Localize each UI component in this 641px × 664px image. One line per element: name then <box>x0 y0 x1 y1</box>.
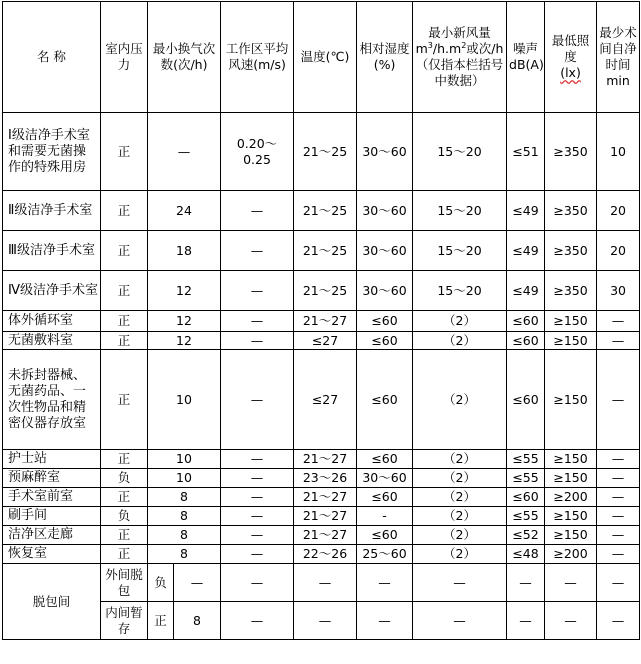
unpack-sub-noise: — <box>507 602 545 640</box>
illuminance-value: ≥150 <box>545 350 597 450</box>
col-header-name: 名 称 <box>3 2 101 113</box>
air-speed-value: — <box>221 191 294 231</box>
table-row <box>3 113 640 191</box>
room-name: 刷手间 <box>3 507 101 526</box>
fresh-air-label-b: /h.m <box>432 41 462 56</box>
room-name: 洁净区走廊 <box>3 526 101 545</box>
col-header-illuminance <box>545 2 597 113</box>
fresh-air-label-a: 最小新风量 m <box>415 25 491 56</box>
room-name: 预麻醉室 <box>3 469 101 488</box>
unpack-sub-fresh: — <box>413 602 507 640</box>
fresh-air-value: （2） <box>413 545 507 564</box>
col-header-temperature: 温度(℃) <box>294 2 357 113</box>
humidity-value: ≤60 <box>357 450 413 469</box>
unpack-sub-pressure: 正 <box>148 602 174 640</box>
air-changes-value: 24 <box>148 191 221 231</box>
noise-value: ≤49 <box>507 231 545 271</box>
air-changes-value: 8 <box>148 526 221 545</box>
self-clean-value: — <box>597 450 640 469</box>
unpack-sub-ach: 8 <box>174 602 221 640</box>
fresh-air-value: 15～20 <box>413 271 507 311</box>
room-name: 恢复室 <box>3 545 101 564</box>
unpack-sub-name: 外间脱包 <box>101 564 148 602</box>
illuminance-value: ≥150 <box>545 311 597 332</box>
pressure-value: 正 <box>101 231 148 271</box>
unpack-sub-ach: — <box>174 564 221 602</box>
temperature-value: ≤27 <box>294 350 357 450</box>
room-name: 手术室前室 <box>3 488 101 507</box>
table-row <box>3 191 640 231</box>
unpack-sub-clean: — <box>597 564 640 602</box>
room-name: 体外循环室 <box>3 311 101 332</box>
air-changes-value: 12 <box>148 332 221 350</box>
air-speed-value: — <box>221 311 294 332</box>
illuminance-value: ≥150 <box>545 332 597 350</box>
col-header-pressure: 室内压力 <box>101 2 148 113</box>
unpack-sub-pressure: 负 <box>148 564 174 602</box>
room-name: Ⅳ级洁净手术室 <box>3 271 101 311</box>
air-speed-value: — <box>221 545 294 564</box>
noise-value: ≤49 <box>507 271 545 311</box>
noise-value: ≤51 <box>507 113 545 191</box>
col-header-air-speed: 工作区平均风速(m/s) <box>221 2 294 113</box>
air-speed-value: — <box>221 488 294 507</box>
noise-unit: dB(A) <box>509 57 544 72</box>
air-changes-value: 10 <box>148 350 221 450</box>
unpack-sub-temp: — <box>294 564 357 602</box>
col-header-self-clean: 最少术间自净时间min <box>597 2 640 113</box>
self-clean-value: — <box>597 526 640 545</box>
self-clean-value: 10 <box>597 113 640 191</box>
fresh-air-value: （2） <box>413 450 507 469</box>
fresh-air-value: （2） <box>413 526 507 545</box>
noise-value: ≤48 <box>507 545 545 564</box>
pressure-value: 正 <box>101 450 148 469</box>
fresh-air-label-c: 或次/h（仅指本栏括号中数据） <box>415 41 504 88</box>
air-changes-value: 10 <box>148 469 221 488</box>
illuminance-value: ≥150 <box>545 507 597 526</box>
noise-value: ≤60 <box>507 488 545 507</box>
illuminance-value: ≥200 <box>545 545 597 564</box>
pressure-value: 负 <box>101 469 148 488</box>
fresh-air-value: （2） <box>413 332 507 350</box>
unpack-sub-temp: — <box>294 602 357 640</box>
pressure-value: 正 <box>101 191 148 231</box>
humidity-value: 30～60 <box>357 231 413 271</box>
temperature-value: 21～25 <box>294 231 357 271</box>
illuminance-unit: (lx) <box>560 65 581 80</box>
air-speed-value: — <box>221 231 294 271</box>
unpack-room-name: 脱包间 <box>3 564 101 640</box>
table-row <box>3 231 640 271</box>
fresh-air-value: 15～20 <box>413 231 507 271</box>
noise-value: ≤55 <box>507 507 545 526</box>
humidity-value: ≤60 <box>357 332 413 350</box>
self-clean-value: — <box>597 332 640 350</box>
table-row <box>3 564 640 602</box>
fresh-air-value: （2） <box>413 311 507 332</box>
illuminance-value: ≥150 <box>545 469 597 488</box>
temperature-value: 21～27 <box>294 488 357 507</box>
self-clean-value: 20 <box>597 231 640 271</box>
pressure-value: 正 <box>101 350 148 450</box>
noise-value: ≤55 <box>507 450 545 469</box>
air-speed-value: — <box>221 526 294 545</box>
room-name: 未拆封器械、无菌药品、一次性物品和精密仪器存放室 <box>3 350 101 450</box>
table-row <box>3 526 640 545</box>
unpack-sub-speed: — <box>221 564 294 602</box>
table-row <box>3 488 640 507</box>
noise-value: ≤60 <box>507 332 545 350</box>
room-name: Ⅰ级洁净手术室和需要无菌操作的特殊用房 <box>3 113 101 191</box>
temperature-value: 21～25 <box>294 113 357 191</box>
air-changes-value: 12 <box>148 311 221 332</box>
air-changes-value: 8 <box>148 507 221 526</box>
humidity-value: ≤60 <box>357 526 413 545</box>
illuminance-value: ≥350 <box>545 191 597 231</box>
table-row <box>3 332 640 350</box>
temperature-value: 21～27 <box>294 450 357 469</box>
fresh-air-value: 15～20 <box>413 191 507 231</box>
unpack-sub-clean: — <box>597 602 640 640</box>
noise-value: ≤52 <box>507 526 545 545</box>
fresh-air-sup-2: 2 <box>461 40 467 50</box>
room-name: 无菌敷料室 <box>3 332 101 350</box>
unpack-sub-lux: — <box>545 564 597 602</box>
temperature-value: 23～26 <box>294 469 357 488</box>
noise-value: ≤60 <box>507 311 545 332</box>
temperature-value: ≤27 <box>294 332 357 350</box>
air-speed-value: 0.20～0.25 <box>221 113 294 191</box>
noise-value: ≤49 <box>507 191 545 231</box>
humidity-value: 30～60 <box>357 469 413 488</box>
air-speed-value: — <box>221 450 294 469</box>
fresh-air-value: 15～20 <box>413 113 507 191</box>
humidity-value: ≤60 <box>357 311 413 332</box>
unpack-sub-hum: — <box>357 564 413 602</box>
fresh-air-value: （2） <box>413 350 507 450</box>
self-clean-value: 20 <box>597 191 640 231</box>
header-row <box>3 2 640 113</box>
table-row <box>3 311 640 332</box>
air-changes-value: 8 <box>148 545 221 564</box>
air-changes-value: 8 <box>148 488 221 507</box>
temperature-value: 21～27 <box>294 507 357 526</box>
illuminance-value: ≥200 <box>545 488 597 507</box>
pressure-value: 正 <box>101 526 148 545</box>
air-changes-value: — <box>148 113 221 191</box>
fresh-air-value: （2） <box>413 469 507 488</box>
pressure-value: 负 <box>101 507 148 526</box>
pressure-value: 正 <box>101 113 148 191</box>
col-header-fresh-air <box>413 2 507 113</box>
humidity-value: 30～60 <box>357 271 413 311</box>
self-clean-value: — <box>597 350 640 450</box>
illuminance-label: 最低照度 <box>551 33 590 64</box>
unpack-sub-noise: — <box>507 564 545 602</box>
illuminance-value: ≥350 <box>545 271 597 311</box>
unpack-sub-speed: — <box>221 602 294 640</box>
table-row <box>3 350 640 450</box>
temperature-value: 22～26 <box>294 545 357 564</box>
unpack-sub-name: 内间暂存 <box>101 602 148 640</box>
air-speed-value: — <box>221 271 294 311</box>
table-row <box>3 271 640 311</box>
unpack-sub-fresh: — <box>413 564 507 602</box>
humidity-value: ≤60 <box>357 488 413 507</box>
unpack-sub-lux: — <box>545 602 597 640</box>
illuminance-value: ≥150 <box>545 450 597 469</box>
air-speed-value: — <box>221 350 294 450</box>
temperature-value: 21～25 <box>294 271 357 311</box>
self-clean-value: — <box>597 545 640 564</box>
air-changes-value: 10 <box>148 450 221 469</box>
temperature-value: 21～27 <box>294 311 357 332</box>
unpack-sub-hum: — <box>357 602 413 640</box>
table-row <box>3 545 640 564</box>
air-changes-value: 18 <box>148 231 221 271</box>
self-clean-value: 30 <box>597 271 640 311</box>
table-row <box>3 507 640 526</box>
air-changes-value: 12 <box>148 271 221 311</box>
cleanroom-spec-table <box>2 1 640 640</box>
self-clean-value: — <box>597 488 640 507</box>
humidity-value: ≤60 <box>357 350 413 450</box>
noise-label: 噪声 <box>513 41 539 56</box>
temperature-value: 21～27 <box>294 526 357 545</box>
pressure-value: 正 <box>101 545 148 564</box>
noise-value: ≤60 <box>507 350 545 450</box>
data-rows <box>3 113 640 564</box>
illuminance-value: ≥350 <box>545 113 597 191</box>
pressure-value: 正 <box>101 332 148 350</box>
fresh-air-sup-3: 3 <box>427 40 433 50</box>
illuminance-value: ≥150 <box>545 526 597 545</box>
self-clean-value: — <box>597 311 640 332</box>
col-header-humidity: 相对湿度(%) <box>357 2 413 113</box>
self-clean-value: — <box>597 507 640 526</box>
humidity-value: 25～60 <box>357 545 413 564</box>
fresh-air-value: （2） <box>413 507 507 526</box>
pressure-value: 正 <box>101 488 148 507</box>
air-speed-value: — <box>221 332 294 350</box>
air-speed-value: — <box>221 507 294 526</box>
air-speed-value: — <box>221 469 294 488</box>
illuminance-value: ≥350 <box>545 231 597 271</box>
table-row <box>3 450 640 469</box>
room-name: Ⅱ级洁净手术室 <box>3 191 101 231</box>
temperature-value: 21～25 <box>294 191 357 231</box>
pressure-value: 正 <box>101 311 148 332</box>
table-row <box>3 469 640 488</box>
room-name: Ⅲ级洁净手术室 <box>3 231 101 271</box>
col-header-air-changes: 最小换气次数(次/h) <box>148 2 221 113</box>
pressure-value: 正 <box>101 271 148 311</box>
noise-value: ≤55 <box>507 469 545 488</box>
humidity-value: 30～60 <box>357 113 413 191</box>
fresh-air-value: （2） <box>413 488 507 507</box>
self-clean-value: — <box>597 469 640 488</box>
humidity-value: - <box>357 507 413 526</box>
room-name: 护士站 <box>3 450 101 469</box>
col-header-noise <box>507 2 545 113</box>
humidity-value: 30～60 <box>357 191 413 231</box>
